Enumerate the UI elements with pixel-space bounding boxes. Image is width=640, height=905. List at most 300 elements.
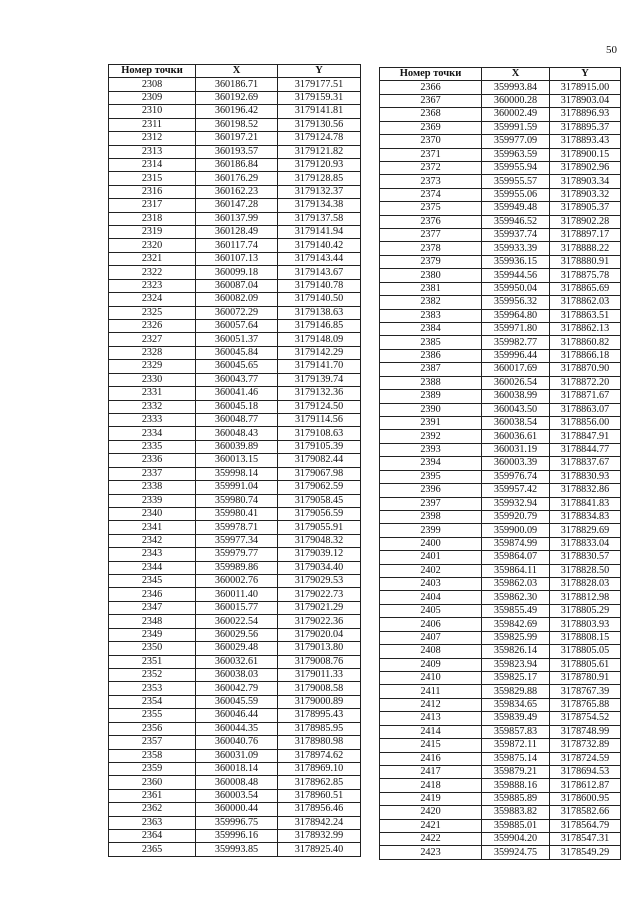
y-coordinate-cell: 3179029.53 (278, 575, 361, 588)
table-row (380, 671, 621, 684)
table-row (380, 81, 621, 94)
y-coordinate-cell: 3178962.85 (278, 776, 361, 789)
point-number-cell: 2344 (109, 561, 196, 574)
table-row (109, 601, 361, 614)
x-coordinate-cell: 359956.32 (482, 296, 550, 309)
y-coordinate-cell: 3179008.58 (278, 682, 361, 695)
point-number-cell: 2340 (109, 507, 196, 520)
x-coordinate-cell: 360041.46 (196, 387, 278, 400)
table-row (109, 293, 361, 306)
point-number-cell: 2397 (380, 497, 482, 510)
point-number-cell: 2333 (109, 413, 196, 426)
table-row (109, 132, 361, 145)
y-coordinate-cell: 3179177.51 (278, 78, 361, 91)
point-number-cell: 2407 (380, 631, 482, 644)
x-coordinate-cell: 359980.74 (196, 494, 278, 507)
table-row (380, 309, 621, 322)
point-number-cell: 2408 (380, 645, 482, 658)
table-row (109, 212, 361, 225)
table-row (380, 618, 621, 631)
point-number-cell: 2386 (380, 349, 482, 362)
point-number-cell: 2394 (380, 457, 482, 470)
point-number-cell: 2327 (109, 333, 196, 346)
table-row (380, 578, 621, 591)
table-row (109, 454, 361, 467)
x-coordinate-cell: 359950.04 (482, 282, 550, 295)
table-row (109, 400, 361, 413)
table-row (109, 226, 361, 239)
x-coordinate-cell: 360018.14 (196, 762, 278, 775)
y-coordinate-cell: 3178732.89 (550, 739, 621, 752)
x-coordinate-cell: 360011.40 (196, 588, 278, 601)
y-coordinate-cell: 3178841.83 (550, 497, 621, 510)
point-number-cell: 2312 (109, 132, 196, 145)
x-coordinate-cell: 359857.83 (482, 725, 550, 738)
table-row (109, 279, 361, 292)
y-coordinate-cell: 3179141.94 (278, 226, 361, 239)
y-coordinate-cell: 3178828.03 (550, 578, 621, 591)
header-y: Y (550, 68, 621, 81)
coordinates-table-left (108, 64, 361, 857)
table-row (380, 269, 621, 282)
table-row (380, 631, 621, 644)
y-coordinate-cell: 3178829.69 (550, 524, 621, 537)
point-number-cell: 2359 (109, 762, 196, 775)
table-row (109, 387, 361, 400)
table-row (109, 655, 361, 668)
table-row (380, 833, 621, 846)
point-number-cell: 2365 (109, 843, 196, 856)
y-coordinate-cell: 3178902.96 (550, 161, 621, 174)
table-row (380, 806, 621, 819)
y-coordinate-cell: 3178830.93 (550, 470, 621, 483)
point-number-cell: 2330 (109, 373, 196, 386)
x-coordinate-cell: 360002.76 (196, 575, 278, 588)
x-coordinate-cell: 360072.29 (196, 306, 278, 319)
y-coordinate-cell: 3178888.22 (550, 242, 621, 255)
table-row (109, 346, 361, 359)
table-row (109, 266, 361, 279)
point-number-cell: 2347 (109, 601, 196, 614)
y-coordinate-cell: 3179124.50 (278, 400, 361, 413)
y-coordinate-cell: 3179132.36 (278, 387, 361, 400)
point-number-cell: 2388 (380, 376, 482, 389)
y-coordinate-cell: 3178925.40 (278, 843, 361, 856)
x-coordinate-cell: 359977.34 (196, 534, 278, 547)
point-number-cell: 2320 (109, 239, 196, 252)
x-coordinate-cell: 359936.15 (482, 255, 550, 268)
point-number-cell: 2318 (109, 212, 196, 225)
table-row (380, 376, 621, 389)
point-number-cell: 2398 (380, 510, 482, 523)
table-row (109, 239, 361, 252)
x-coordinate-cell: 360045.84 (196, 346, 278, 359)
point-number-cell: 2363 (109, 816, 196, 829)
y-coordinate-cell: 3178897.17 (550, 229, 621, 242)
table-row (109, 333, 361, 346)
table-row (109, 830, 361, 843)
x-coordinate-cell: 360026.54 (482, 376, 550, 389)
x-coordinate-cell: 360003.54 (196, 789, 278, 802)
table-row (109, 548, 361, 561)
y-coordinate-cell: 3178847.91 (550, 430, 621, 443)
x-coordinate-cell: 359996.75 (196, 816, 278, 829)
x-coordinate-cell: 359825.99 (482, 631, 550, 644)
x-coordinate-cell: 359989.86 (196, 561, 278, 574)
x-coordinate-cell: 359955.57 (482, 175, 550, 188)
x-coordinate-cell: 359842.69 (482, 618, 550, 631)
point-number-cell: 2391 (380, 416, 482, 429)
table-row (109, 145, 361, 158)
point-number-cell: 2415 (380, 739, 482, 752)
y-coordinate-cell: 3178724.59 (550, 752, 621, 765)
y-coordinate-cell: 3178896.93 (550, 108, 621, 121)
table-row (109, 575, 361, 588)
point-number-cell: 2339 (109, 494, 196, 507)
x-coordinate-cell: 359839.49 (482, 712, 550, 725)
y-coordinate-cell: 3178837.67 (550, 457, 621, 470)
table-row (109, 507, 361, 520)
point-number-cell: 2334 (109, 427, 196, 440)
y-coordinate-cell: 3178612.87 (550, 779, 621, 792)
y-coordinate-cell: 3179108.63 (278, 427, 361, 440)
point-number-cell: 2332 (109, 400, 196, 413)
point-number-cell: 2411 (380, 685, 482, 698)
point-number-cell: 2336 (109, 454, 196, 467)
y-coordinate-cell: 3178780.91 (550, 671, 621, 684)
y-coordinate-cell: 3178549.29 (550, 846, 621, 859)
table-row (380, 685, 621, 698)
x-coordinate-cell: 359920.79 (482, 510, 550, 523)
x-coordinate-cell: 359875.14 (482, 752, 550, 765)
table-row (380, 497, 621, 510)
y-coordinate-cell: 3178765.88 (550, 698, 621, 711)
x-coordinate-cell: 360196.42 (196, 105, 278, 118)
y-coordinate-cell: 3178871.67 (550, 390, 621, 403)
point-number-cell: 2422 (380, 833, 482, 846)
point-number-cell: 2311 (109, 118, 196, 131)
x-coordinate-cell: 360186.84 (196, 158, 278, 171)
table-row (380, 765, 621, 778)
y-coordinate-cell: 3179021.29 (278, 601, 361, 614)
x-coordinate-cell: 360057.64 (196, 320, 278, 333)
x-coordinate-cell: 360031.19 (482, 443, 550, 456)
y-coordinate-cell: 3179008.76 (278, 655, 361, 668)
table-row (109, 494, 361, 507)
x-coordinate-cell: 359825.17 (482, 671, 550, 684)
x-coordinate-cell: 360032.61 (196, 655, 278, 668)
point-number-cell: 2357 (109, 736, 196, 749)
x-coordinate-cell: 359879.21 (482, 765, 550, 778)
table-row (380, 188, 621, 201)
point-number-cell: 2316 (109, 185, 196, 198)
y-coordinate-cell: 3178832.86 (550, 484, 621, 497)
x-coordinate-cell: 359993.85 (196, 843, 278, 856)
x-coordinate-cell: 359963.59 (482, 148, 550, 161)
x-coordinate-cell: 360017.69 (482, 363, 550, 376)
table-row (380, 604, 621, 617)
x-coordinate-cell: 360002.49 (482, 108, 550, 121)
table-row (109, 561, 361, 574)
point-number-cell: 2362 (109, 803, 196, 816)
point-number-cell: 2383 (380, 309, 482, 322)
y-coordinate-cell: 3179013.80 (278, 642, 361, 655)
x-coordinate-cell: 360087.04 (196, 279, 278, 292)
x-coordinate-cell: 359977.09 (482, 135, 550, 148)
x-coordinate-cell: 360147.28 (196, 199, 278, 212)
y-coordinate-cell: 3178833.04 (550, 537, 621, 550)
y-coordinate-cell: 3178872.20 (550, 376, 621, 389)
x-coordinate-cell: 360099.18 (196, 266, 278, 279)
table-row (380, 135, 621, 148)
table-row (380, 282, 621, 295)
y-coordinate-cell: 3179130.56 (278, 118, 361, 131)
point-number-cell: 2325 (109, 306, 196, 319)
x-coordinate-cell: 360039.89 (196, 440, 278, 453)
y-coordinate-cell: 3179039.12 (278, 548, 361, 561)
table-row (380, 846, 621, 859)
x-coordinate-cell: 359885.89 (482, 792, 550, 805)
point-number-cell: 2343 (109, 548, 196, 561)
point-number-cell: 2342 (109, 534, 196, 547)
table-row (380, 779, 621, 792)
point-number-cell: 2381 (380, 282, 482, 295)
x-coordinate-cell: 359855.49 (482, 604, 550, 617)
table-row (109, 199, 361, 212)
y-coordinate-cell: 3178856.00 (550, 416, 621, 429)
table-row (380, 564, 621, 577)
x-coordinate-cell: 359998.14 (196, 467, 278, 480)
table-row (109, 440, 361, 453)
y-coordinate-cell: 3179058.45 (278, 494, 361, 507)
x-coordinate-cell: 360029.56 (196, 628, 278, 641)
point-number-cell: 2348 (109, 615, 196, 628)
y-coordinate-cell: 3178694.53 (550, 765, 621, 778)
x-coordinate-cell: 359991.59 (482, 121, 550, 134)
y-coordinate-cell: 3179062.59 (278, 481, 361, 494)
y-coordinate-cell: 3178808.15 (550, 631, 621, 644)
y-coordinate-cell: 3178902.28 (550, 215, 621, 228)
y-coordinate-cell: 3179056.59 (278, 507, 361, 520)
x-coordinate-cell: 360000.44 (196, 803, 278, 816)
x-coordinate-cell: 359944.56 (482, 269, 550, 282)
table-row (380, 323, 621, 336)
point-number-cell: 2309 (109, 91, 196, 104)
y-coordinate-cell: 3178863.51 (550, 309, 621, 322)
x-coordinate-cell: 360013.15 (196, 454, 278, 467)
table-row (380, 296, 621, 309)
point-number-cell: 2356 (109, 722, 196, 735)
point-number-cell: 2371 (380, 148, 482, 161)
point-number-cell: 2329 (109, 360, 196, 373)
header-y: Y (278, 65, 361, 78)
table-row (380, 363, 621, 376)
x-coordinate-cell: 360137.99 (196, 212, 278, 225)
table-row (380, 510, 621, 523)
y-coordinate-cell: 3178564.79 (550, 819, 621, 832)
point-number-cell: 2355 (109, 709, 196, 722)
table-row (109, 467, 361, 480)
point-number-cell: 2338 (109, 481, 196, 494)
table-row (109, 668, 361, 681)
point-number-cell: 2321 (109, 252, 196, 265)
x-coordinate-cell: 359957.42 (482, 484, 550, 497)
y-coordinate-cell: 3178985.95 (278, 722, 361, 735)
page-number: 50 (606, 44, 617, 56)
table-row (109, 642, 361, 655)
x-coordinate-cell: 360048.43 (196, 427, 278, 440)
point-number-cell: 2354 (109, 695, 196, 708)
y-coordinate-cell: 3179067.98 (278, 467, 361, 480)
x-coordinate-cell: 359904.20 (482, 833, 550, 846)
table-row (109, 360, 361, 373)
y-coordinate-cell: 3179159.31 (278, 91, 361, 104)
point-number-cell: 2417 (380, 765, 482, 778)
y-coordinate-cell: 3178547.31 (550, 833, 621, 846)
table-row (109, 749, 361, 762)
y-coordinate-cell: 3178754.52 (550, 712, 621, 725)
table-row (380, 416, 621, 429)
y-coordinate-cell: 3179134.38 (278, 199, 361, 212)
point-number-cell: 2310 (109, 105, 196, 118)
table-row (109, 816, 361, 829)
y-coordinate-cell: 3178903.34 (550, 175, 621, 188)
y-coordinate-cell: 3178942.24 (278, 816, 361, 829)
x-coordinate-cell: 359924.75 (482, 846, 550, 859)
point-number-cell: 2384 (380, 323, 482, 336)
y-coordinate-cell: 3179141.81 (278, 105, 361, 118)
table-row (380, 121, 621, 134)
point-number-cell: 2387 (380, 363, 482, 376)
x-coordinate-cell: 360036.61 (482, 430, 550, 443)
x-coordinate-cell: 359826.14 (482, 645, 550, 658)
y-coordinate-cell: 3178956.46 (278, 803, 361, 816)
table-row (109, 534, 361, 547)
point-number-cell: 2308 (109, 78, 196, 91)
x-coordinate-cell: 359946.52 (482, 215, 550, 228)
point-number-cell: 2324 (109, 293, 196, 306)
x-coordinate-cell: 359888.16 (482, 779, 550, 792)
point-number-cell: 2351 (109, 655, 196, 668)
table-row (380, 537, 621, 550)
table-row (380, 255, 621, 268)
table-row (109, 306, 361, 319)
point-number-cell: 2410 (380, 671, 482, 684)
x-coordinate-cell: 359823.94 (482, 658, 550, 671)
x-coordinate-cell: 360128.49 (196, 226, 278, 239)
table-row (380, 336, 621, 349)
x-coordinate-cell: 359829.88 (482, 685, 550, 698)
y-coordinate-cell: 3178600.95 (550, 792, 621, 805)
y-coordinate-cell: 3179120.93 (278, 158, 361, 171)
y-coordinate-cell: 3179141.70 (278, 360, 361, 373)
point-number-cell: 2341 (109, 521, 196, 534)
y-coordinate-cell: 3178995.43 (278, 709, 361, 722)
x-coordinate-cell: 359955.06 (482, 188, 550, 201)
table-row (109, 695, 361, 708)
table-row (109, 118, 361, 131)
y-coordinate-cell: 3179121.82 (278, 145, 361, 158)
point-number-cell: 2335 (109, 440, 196, 453)
table-row (380, 390, 621, 403)
y-coordinate-cell: 3179140.78 (278, 279, 361, 292)
point-number-cell: 2385 (380, 336, 482, 349)
table-row (380, 443, 621, 456)
table-row (380, 457, 621, 470)
x-coordinate-cell: 360045.65 (196, 360, 278, 373)
y-coordinate-cell: 3178830.57 (550, 551, 621, 564)
y-coordinate-cell: 3178805.61 (550, 658, 621, 671)
point-number-cell: 2393 (380, 443, 482, 456)
point-number-cell: 2416 (380, 752, 482, 765)
x-coordinate-cell: 359864.11 (482, 564, 550, 577)
point-number-cell: 2399 (380, 524, 482, 537)
point-number-cell: 2421 (380, 819, 482, 832)
y-coordinate-cell: 3178863.07 (550, 403, 621, 416)
y-coordinate-cell: 3178903.32 (550, 188, 621, 201)
table-row (109, 682, 361, 695)
table-row (380, 161, 621, 174)
x-coordinate-cell: 359885.01 (482, 819, 550, 832)
point-number-cell: 2366 (380, 81, 482, 94)
x-coordinate-cell: 360015.77 (196, 601, 278, 614)
header-x: X (196, 65, 278, 78)
y-coordinate-cell: 3179142.29 (278, 346, 361, 359)
y-coordinate-cell: 3178895.37 (550, 121, 621, 134)
x-coordinate-cell: 360117.74 (196, 239, 278, 252)
x-coordinate-cell: 359932.94 (482, 497, 550, 510)
table-row (380, 430, 621, 443)
y-coordinate-cell: 3179048.32 (278, 534, 361, 547)
x-coordinate-cell: 360043.77 (196, 373, 278, 386)
table-row (380, 94, 621, 107)
x-coordinate-cell: 359991.04 (196, 481, 278, 494)
y-coordinate-cell: 3178828.50 (550, 564, 621, 577)
table-row (380, 645, 621, 658)
x-coordinate-cell: 359900.09 (482, 524, 550, 537)
y-coordinate-cell: 3178582.66 (550, 806, 621, 819)
point-number-cell: 2414 (380, 725, 482, 738)
point-number-cell: 2364 (109, 830, 196, 843)
x-coordinate-cell: 360162.23 (196, 185, 278, 198)
x-coordinate-cell: 360176.29 (196, 172, 278, 185)
y-coordinate-cell: 3179146.85 (278, 320, 361, 333)
y-coordinate-cell: 3179105.39 (278, 440, 361, 453)
point-number-cell: 2389 (380, 390, 482, 403)
point-number-cell: 2337 (109, 467, 196, 480)
x-coordinate-cell: 360048.77 (196, 413, 278, 426)
point-number-cell: 2402 (380, 564, 482, 577)
x-coordinate-cell: 359976.74 (482, 470, 550, 483)
y-coordinate-cell: 3178865.69 (550, 282, 621, 295)
point-number-cell: 2377 (380, 229, 482, 242)
x-coordinate-cell: 360046.44 (196, 709, 278, 722)
x-coordinate-cell: 359996.16 (196, 830, 278, 843)
y-coordinate-cell: 3179128.85 (278, 172, 361, 185)
x-coordinate-cell: 360038.99 (482, 390, 550, 403)
point-number-cell: 2317 (109, 199, 196, 212)
y-coordinate-cell: 3178880.91 (550, 255, 621, 268)
y-coordinate-cell: 3178844.77 (550, 443, 621, 456)
table-row (380, 148, 621, 161)
point-number-cell: 2353 (109, 682, 196, 695)
table-row (109, 78, 361, 91)
point-number-cell: 2418 (380, 779, 482, 792)
table-row (380, 175, 621, 188)
x-coordinate-cell: 360040.76 (196, 736, 278, 749)
y-coordinate-cell: 3178862.13 (550, 323, 621, 336)
point-number-cell: 2420 (380, 806, 482, 819)
